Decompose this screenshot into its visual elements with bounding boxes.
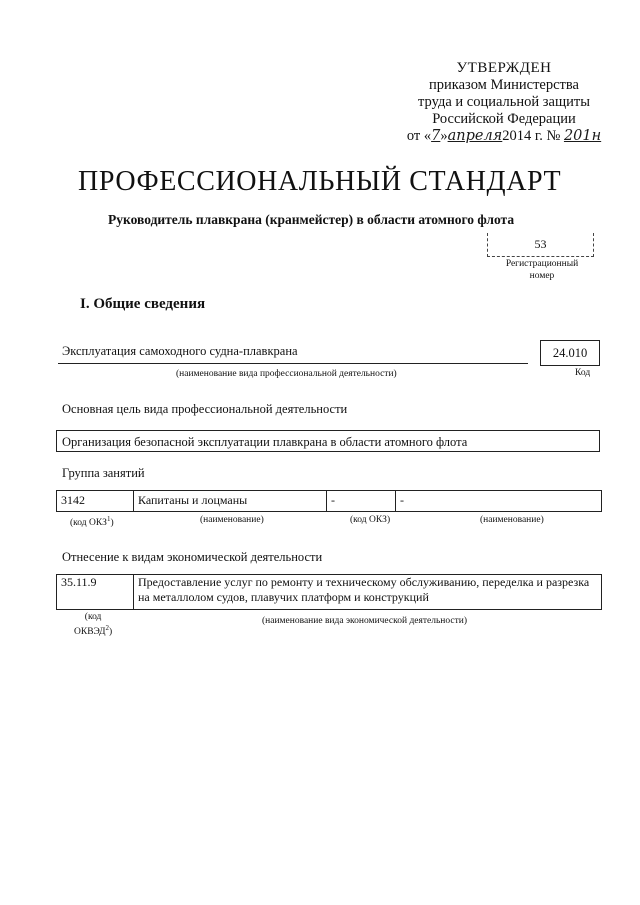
- occupation-group-label: Группа занятий: [62, 466, 145, 480]
- okz-code-cell: 3142: [57, 491, 134, 512]
- approval-date-line: [396, 128, 612, 145]
- goal-label: Основная цель вида профессиональной деятельности: [62, 402, 348, 416]
- okved-code-cell: 35.11.9: [57, 575, 134, 610]
- okved-name-caption: (наименование вида экономической деятельности): [262, 616, 467, 626]
- okz-name-cell-2: -: [396, 491, 602, 512]
- approval-line-2: приказом Министерства: [429, 77, 579, 93]
- okz-name-caption-2: (наименование): [480, 515, 544, 525]
- registration-label: [490, 258, 594, 282]
- date-month: апреля: [447, 128, 503, 144]
- date-year: 2014 г. №: [502, 128, 561, 144]
- okz-code-cell-2: -: [327, 491, 396, 512]
- code-caption: Код: [575, 368, 591, 378]
- table-row: [57, 575, 602, 610]
- goal-text: Организация безопасной эксплуатации плавкрана в области атомного флота: [56, 430, 600, 452]
- okz-code-caption: (код ОКЗ$^1$): [70, 515, 114, 529]
- approval-heading: УТВЕРЖДЕН: [456, 60, 552, 76]
- date-day: 7: [431, 128, 441, 144]
- activity-underline: [58, 363, 528, 364]
- activity-caption: (наименование вида профессиональной деятельности): [176, 369, 397, 379]
- order-number: 201н: [563, 128, 602, 144]
- approval-line-4: Российской Федерации: [432, 111, 576, 127]
- registration-number-box: 53: [487, 233, 594, 257]
- economic-activity-table: [56, 574, 602, 610]
- document-title: ПРОФЕССИОНАЛЬНЫЙ СТАНДАРТ: [78, 166, 562, 197]
- okved-code-caption: (код ОКВЭД$^2$): [74, 612, 113, 638]
- okz-name-cell: Капитаны и лоцманы: [134, 491, 327, 512]
- registration-label-line2: номер: [529, 271, 555, 281]
- date-mid: »: [440, 128, 448, 144]
- registration-label-line1: Регистрационный: [505, 259, 579, 269]
- activity-name: Эксплуатация самоходного судна-плавкрана: [62, 344, 298, 358]
- approval-block: [396, 60, 612, 145]
- economic-activity-label: Отнесение к видам экономической деятельности: [62, 550, 323, 564]
- okved-name-cell: Предоставление услуг по ремонту и техническому обслуживанию, переделка и разрезка на металлолом судов, плавучих платформ и конструкций: [134, 575, 602, 610]
- okz-name-caption: (наименование): [200, 515, 264, 525]
- approval-line-3: труда и социальной защиты: [418, 94, 590, 110]
- section-heading: I. Общие сведения: [80, 296, 206, 312]
- okz-code-caption-2: (код ОКЗ): [350, 515, 391, 525]
- date-prefix: от «: [406, 128, 432, 144]
- document-subtitle: Руководитель плавкрана (кранмейстер) в области атомного флота: [108, 212, 515, 227]
- occupation-group-table: [56, 490, 602, 512]
- activity-code: 24.010: [540, 340, 600, 366]
- table-row: [57, 491, 602, 512]
